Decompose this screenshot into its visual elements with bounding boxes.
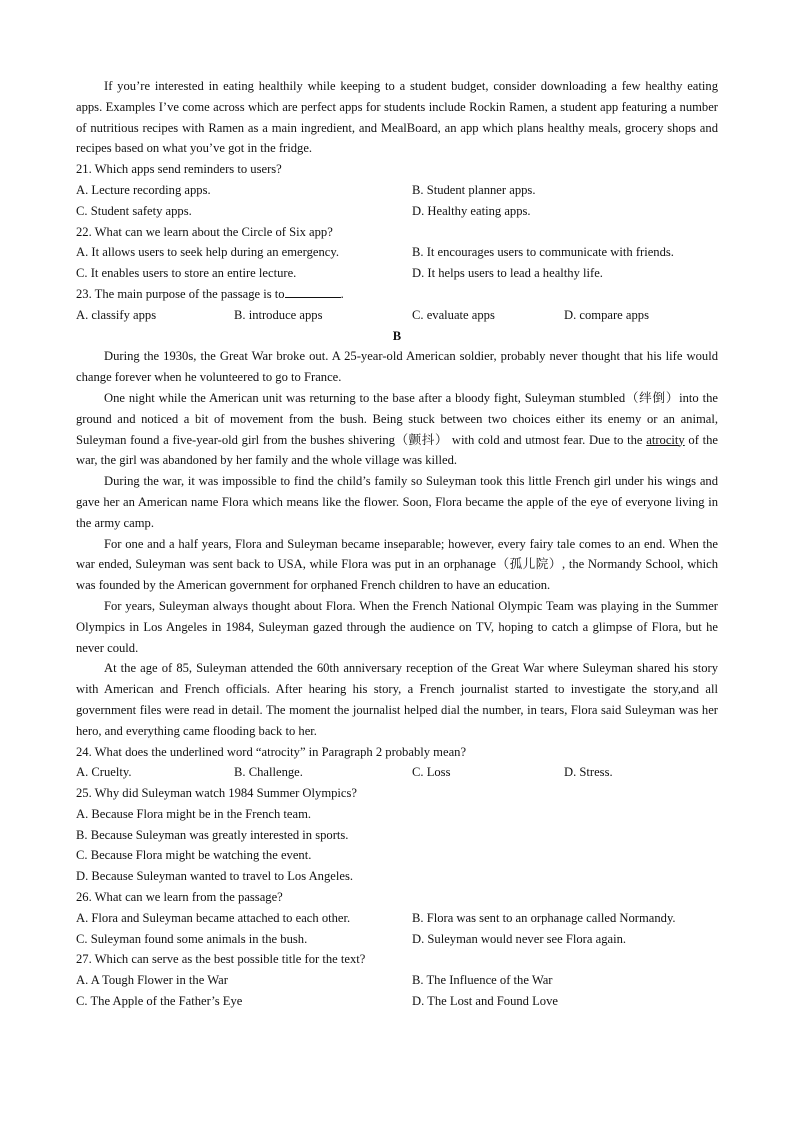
option-21-b: B. Student planner apps. <box>412 182 536 197</box>
passage-b-paragraph-1: During the 1930s, the Great War broke out. A 25-year-old American soldier, probably never thought that his life would change forever when he volunteered to go to France. <box>76 349 718 385</box>
passage-b-paragraph-3: During the war, it was impossible to find the child’s family so Suleyman took this little French girl under his wings and gave her an American name Flora which means like the flower. Soon, Flora became the apple of the eye of everyone living in the army camp. <box>76 474 718 530</box>
question-22-stem: 22. What can we learn about the Circle of Six app? <box>76 224 333 239</box>
option-27-b: B. The Influence of the War <box>412 973 553 988</box>
option-27-a: A. A Tough Flower in the War <box>76 973 228 988</box>
option-21-a: A. Lecture recording apps. <box>76 182 211 197</box>
option-26-d: D. Suleyman would never see Flora again. <box>412 931 627 946</box>
option-27-c: C. The Apple of the Father’s Eye <box>76 994 243 1009</box>
question-23-options <box>76 305 718 326</box>
option-22-b: B. It encourages users to communicate with friends. <box>412 245 674 260</box>
option-22-a: A. It allows users to seek help during an emergency. <box>76 245 339 260</box>
option-23-b: B. introduce apps <box>234 307 323 322</box>
question-27-options <box>76 970 718 1012</box>
option-26-c: C. Suleyman found some animals in the bush. <box>76 931 308 946</box>
section-b-heading: B <box>392 328 402 343</box>
question-23-stem-text: 23. The main purpose of the passage is to <box>76 286 285 301</box>
option-23-a: A. classify apps <box>76 307 157 322</box>
option-21-d: D. Healthy eating apps. <box>412 203 531 218</box>
option-22-d: D. It helps users to lead a healthy life. <box>412 266 603 281</box>
answer-blank <box>285 285 341 298</box>
passage-b-paragraph-5: For years, Suleyman always thought about Flora. When the French National Olympic Team was playing in the Summer Olympics in Los Angeles in 1984, Suleyman gazed through the audience on TV, hoping to catch a glimpse of Flora, but he never could. <box>76 598 718 655</box>
question-25-stem: 25. Why did Suleyman watch 1984 Summer Olympics? <box>76 786 357 801</box>
paragraph-2-text-end: of the war, the girl was abandoned by her family and the whole village was killed. <box>76 432 718 468</box>
question-24-stem: 24. What does the underlined word “atrocity” in Paragraph 2 probably mean? <box>76 744 467 759</box>
passage-a-paragraph: If you’re interested in eating healthily while keeping to a student budget, consider downloading a few healthy eating apps. Examples I’ve come across which are perfect apps for students include Rockin Ramen, a student app featuring a number of nutritious recipes with Ramen as a main ingredient, and MealBoard, an app which plans healthy meals, grocery shops and recipes based on what you’ve got in the fridge. <box>76 79 718 156</box>
question-23-stem-end: . <box>340 286 344 301</box>
option-24-a: A. Cruelty. <box>76 765 132 780</box>
paragraph-2-text-start: One night while the American unit was returning to the base after a bloody fight, Suleyman stumbled（绊倒）into the ground and noticed a bit of movement from the bush. Being stuck between two choices either its enemy or an animal, Suleyman found a five-year-old girl from the bushes shivering（颤抖） with cold and utmost fear. Due to the <box>76 390 718 447</box>
exam-page <box>76 76 718 1012</box>
option-27-d: D. The Lost and Found Love <box>412 994 558 1009</box>
option-25-a: A. Because Flora might be in the French team. <box>76 806 312 821</box>
question-26-options <box>76 908 718 950</box>
passage-b-paragraph-6: At the age of 85, Suleyman attended the 60th anniversary reception of the Great War where Suleyman shared his story with American and French officials. After hearing his story, a French journalist started to investigate the story,and all government files were read in detail. The moment the journalist helped dial the number, in tears, Flora said Suleyman was her hero, and everything came flooding back to her. <box>76 661 718 738</box>
option-24-d: D. Stress. <box>564 765 613 780</box>
question-21-options <box>76 180 718 222</box>
option-21-c: C. Student safety apps. <box>76 203 192 218</box>
option-26-b: B. Flora was sent to an orphanage called Normandy. <box>412 910 676 925</box>
option-24-b: B. Challenge. <box>234 765 303 780</box>
passage-b-paragraph-4: For one and a half years, Flora and Suleyman became inseparable; however, every fairy tale comes to an end. When the war ended, Suleyman was sent back to USA, while Flora was put in an orphanage（孤儿院）, the Normandy School, which was founded by the American government for orphaned French children to have an education. <box>76 536 718 593</box>
option-25-d: D. Because Suleyman wanted to travel to Los Angeles. <box>76 869 353 884</box>
question-24-options <box>76 762 718 783</box>
question-27-stem: 27. Which can serve as the best possible title for the text? <box>76 952 366 967</box>
question-23-stem <box>76 284 718 305</box>
option-26-a: A. Flora and Suleyman became attached to each other. <box>76 910 351 925</box>
option-23-d: D. compare apps <box>564 307 649 322</box>
question-22-options <box>76 242 718 284</box>
option-25-b: B. Because Suleyman was greatly interested in sports. <box>76 827 349 842</box>
underlined-word-atrocity: atrocity <box>646 432 685 447</box>
question-21-stem: 21. Which apps send reminders to users? <box>76 162 282 177</box>
option-22-c: C. It enables users to store an entire lecture. <box>76 266 297 281</box>
question-26-stem: 26. What can we learn from the passage? <box>76 890 283 905</box>
option-23-c: C. evaluate apps <box>412 307 495 322</box>
passage-b-paragraph-2 <box>76 388 718 471</box>
option-24-c: C. Loss <box>412 765 451 780</box>
option-25-c: C. Because Flora might be watching the event. <box>76 848 312 863</box>
